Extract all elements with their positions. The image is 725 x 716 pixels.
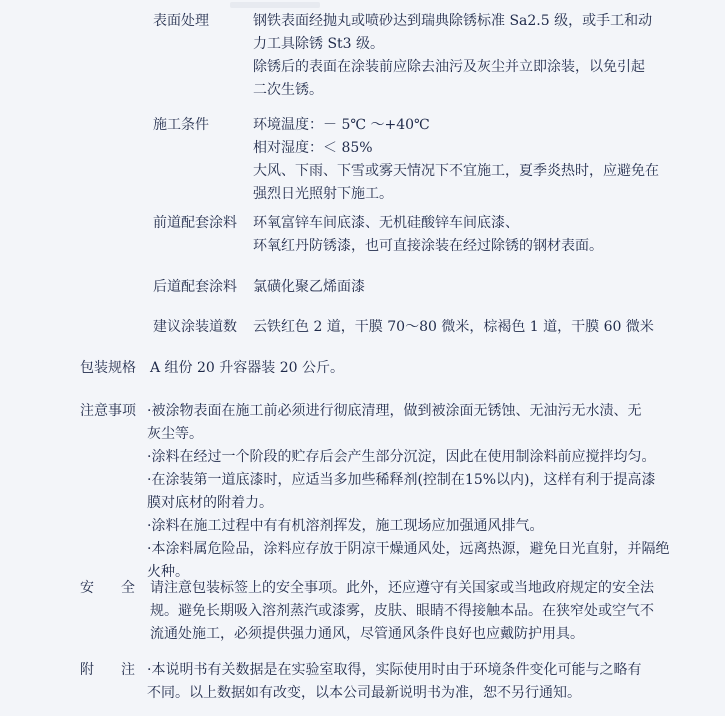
section-body xyxy=(150,577,720,646)
section-label: 施工条件 xyxy=(153,117,209,133)
text-line: ·涂料在经过一个阶段的贮存后会产生部分沉淀，因此在使用制涂料前应搅拌均匀。 xyxy=(147,449,656,465)
text-line: 不同。以上数据如有改变，以本公司最新说明书为准，恕不另行通知。 xyxy=(147,685,581,701)
section-body xyxy=(147,400,717,584)
text-line: A 组份 20 升容器装 20 公斤。 xyxy=(150,360,344,376)
text-line: 膜对底材的附着力。 xyxy=(147,495,273,511)
section-label: 表面处理 xyxy=(153,13,209,29)
section-body xyxy=(253,212,713,258)
text-line: 二次生锈。 xyxy=(253,82,323,98)
section-body xyxy=(150,357,710,380)
section-body xyxy=(253,10,713,102)
section-label: 后道配套涂料 xyxy=(153,279,237,295)
text-line: 规。避免长期吸入溶剂蒸汽或漆雾，皮肤、眼睛不得接触本品。在狭窄处或空气不 xyxy=(150,603,654,619)
text-line: 请注意包装标签上的安全事项。此外，还应遵守有关国家或当地政府规定的安全法 xyxy=(150,580,654,596)
section-label-second-char: 注 xyxy=(121,662,135,678)
text-line: 环氧红丹防锈漆，也可直接涂装在经过除锈的钢材表面。 xyxy=(253,238,603,254)
section-body xyxy=(147,659,717,705)
text-line: 云铁红色 2 道，干膜 70～80 微米，棕褐色 1 道，干膜 60 微米 xyxy=(253,319,654,335)
section-label: 建议涂装道数 xyxy=(153,319,237,335)
text-line: ·在涂装第一道底漆时，应适当多加些稀释剂(控制在15%以内)，这样有利于提高漆 xyxy=(147,472,656,488)
section-body xyxy=(253,276,713,299)
bleed-through-mark xyxy=(230,2,320,8)
text-line: ·涂料在施工过程中有有机溶剂挥发，施工现场应加强通风排气。 xyxy=(147,518,544,534)
text-line: ·被涂物表面在施工前必须进行彻底清理，做到被涂面无锈蚀、无油污无水渍、无 xyxy=(147,403,642,419)
section-label-first-char: 安 xyxy=(80,580,94,596)
text-line: 相对湿度：＜ 85% xyxy=(253,140,373,156)
section-body xyxy=(253,316,713,339)
text-line: 强烈日光照射下施工。 xyxy=(253,186,393,202)
text-line: 灰尘等。 xyxy=(147,426,203,442)
text-line: 钢铁表面经抛丸或喷砂达到瑞典除锈标准 Sa2.5 级，或手工和动 xyxy=(253,13,653,29)
section-label: 注意事项 xyxy=(80,403,136,419)
text-line: 环境温度：－ 5℃ ～+40℃ xyxy=(253,117,430,133)
text-line: 大风、下雨、下雪或雾天情况下不宜施工，夏季炎热时，应避免在 xyxy=(253,163,659,179)
text-line: 氯磺化聚乙烯面漆 xyxy=(253,279,365,295)
text-line: 流通处施工，必须提供强力通风，尽管通风条件良好也应戴防护用具。 xyxy=(150,626,584,642)
text-line: ·本涂料属危险品，涂料应存放于阴凉干燥通风处，远离热源，避免日光直射，并隔绝 xyxy=(147,541,670,557)
section-body xyxy=(253,114,713,206)
text-line: 力工具除锈 St3 级。 xyxy=(253,36,385,52)
text-line: 环氧富锌车间底漆、无机硅酸锌车间底漆、 xyxy=(253,215,519,231)
section-label-first-char: 附 xyxy=(80,662,94,678)
text-line: 除锈后的表面在涂装前应除去油污及灰尘并立即涂装，以免引起 xyxy=(253,59,645,75)
text-line: ·本说明书有关数据是在实验室取得，实际使用时由于环境条件变化可能与之略有 xyxy=(147,662,642,678)
section-label: 包装规格 xyxy=(80,360,136,376)
section-label-second-char: 全 xyxy=(121,580,135,596)
text-line: 火种。 xyxy=(147,564,189,580)
section-label: 前道配套涂料 xyxy=(153,215,237,231)
